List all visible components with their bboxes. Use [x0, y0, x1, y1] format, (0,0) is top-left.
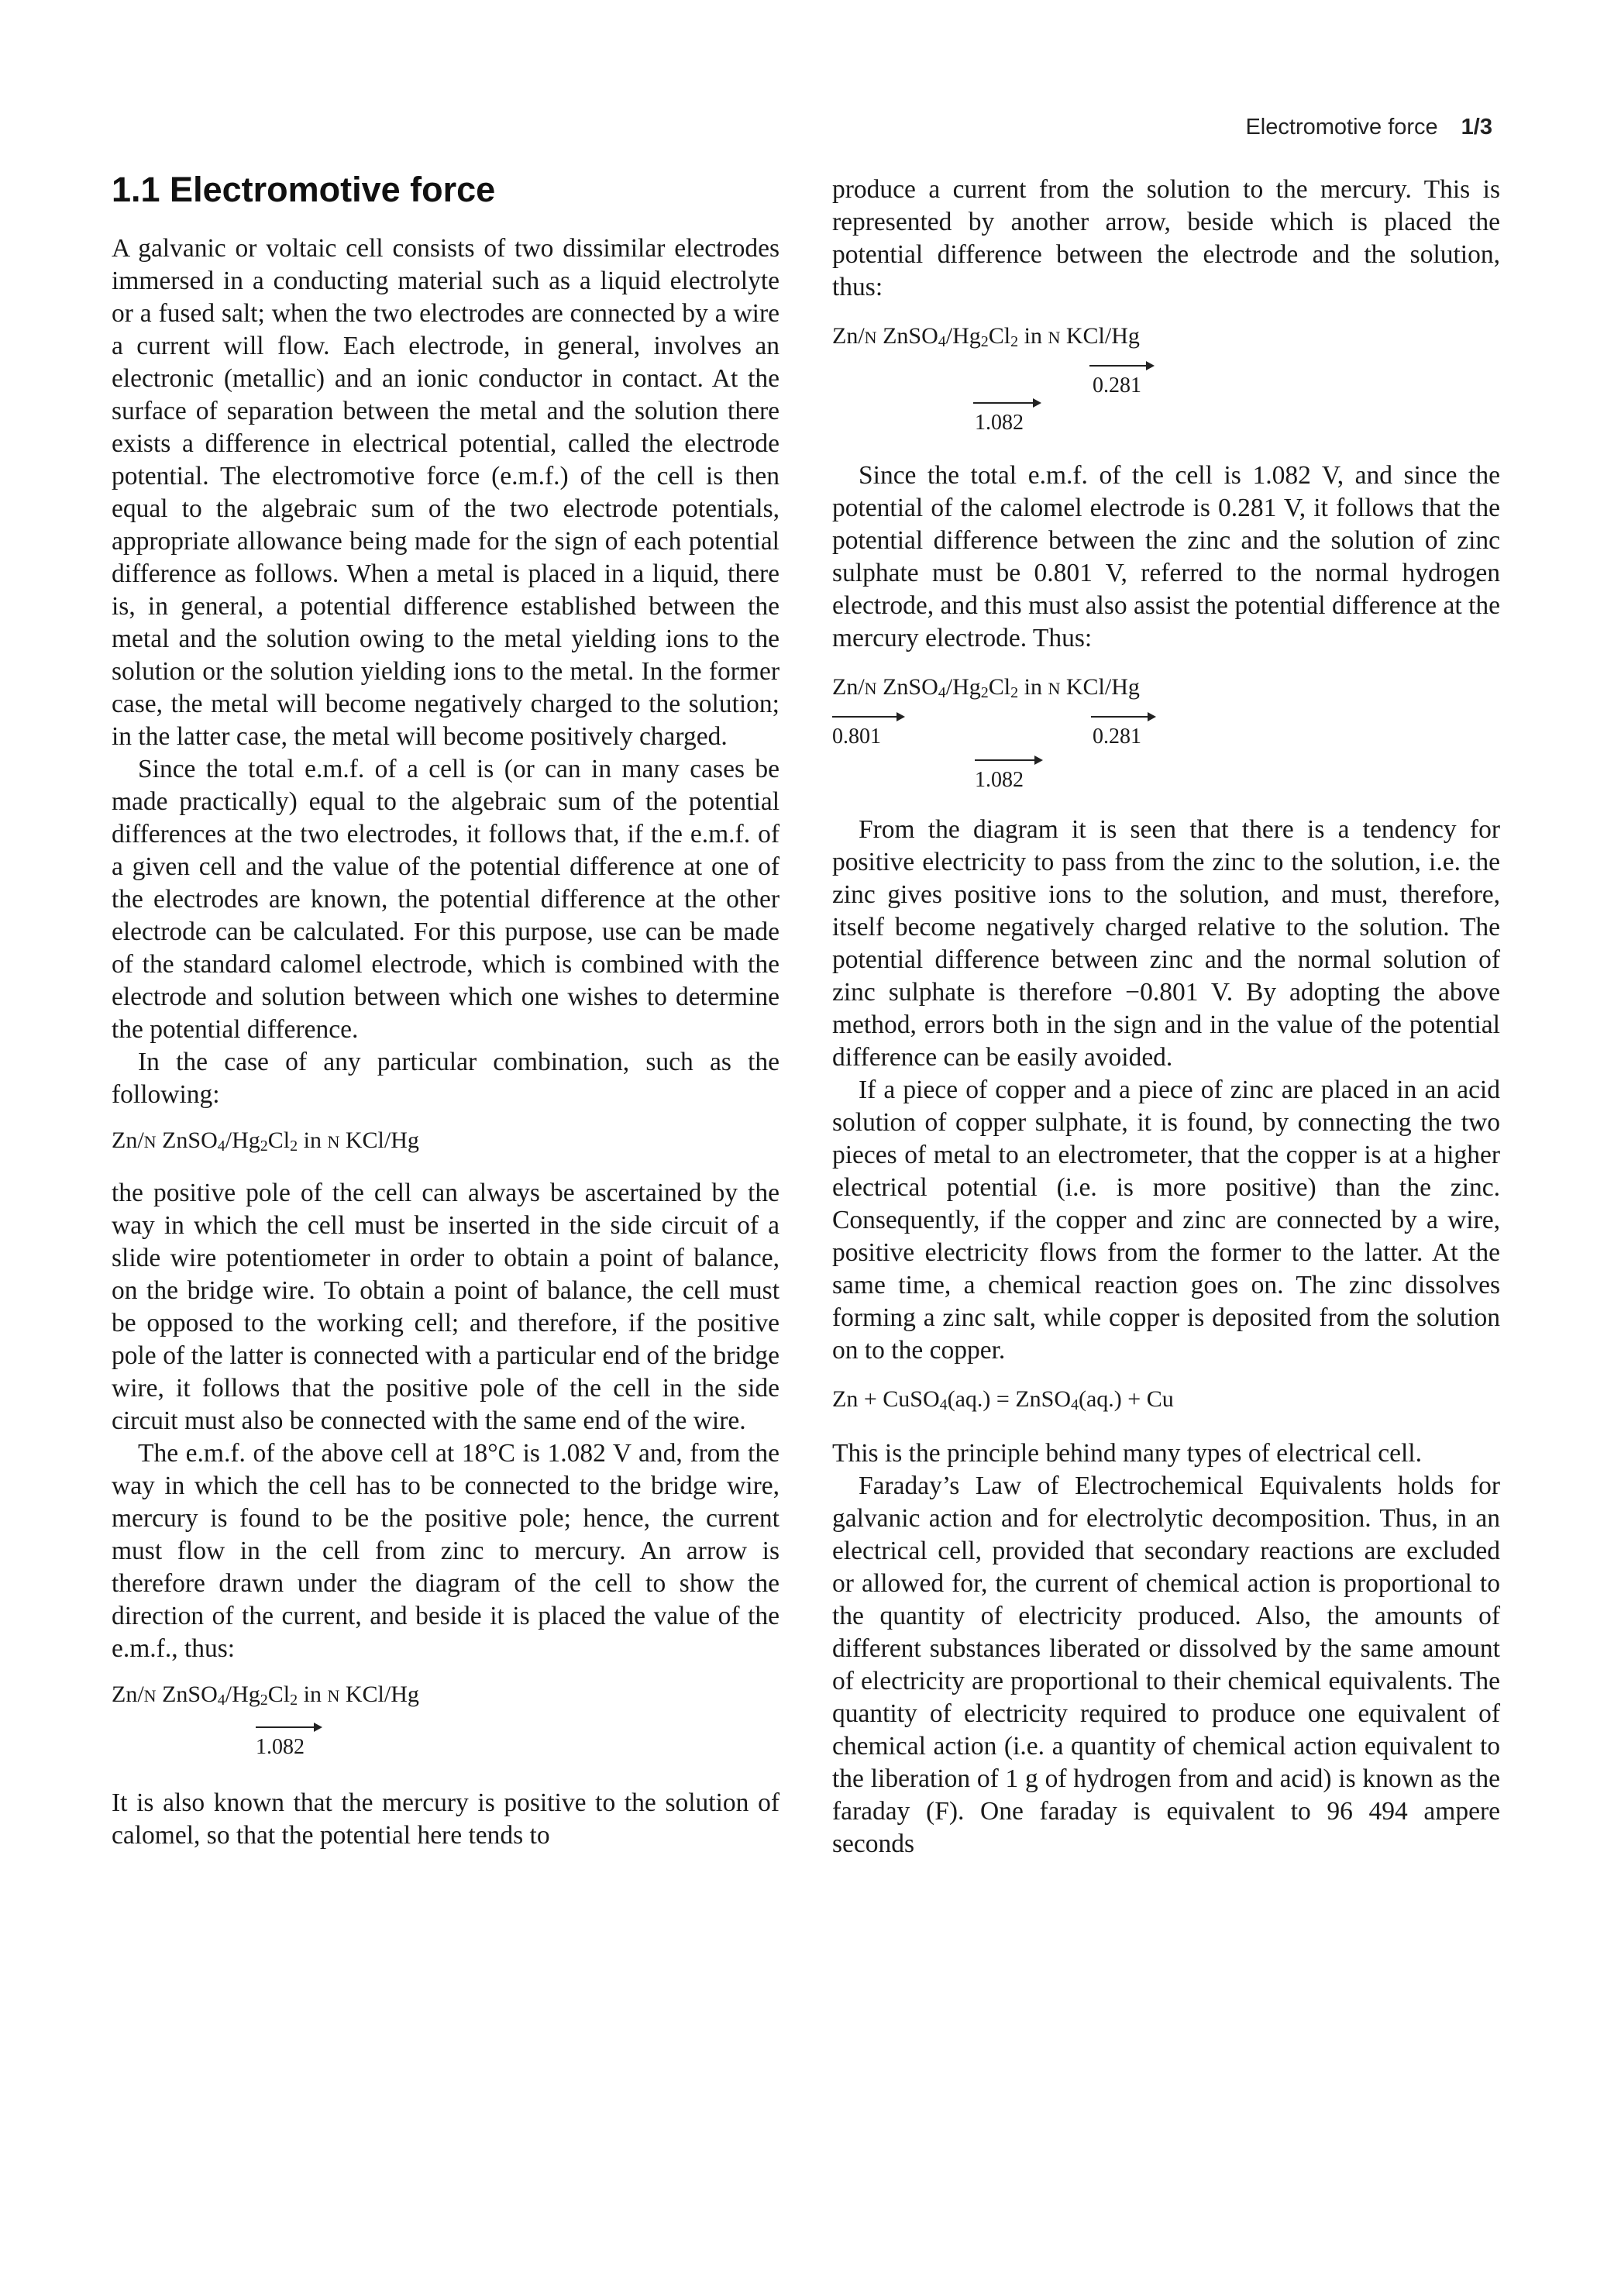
zinc-arrow: [832, 716, 903, 718]
running-title: Electromotive force: [1245, 115, 1438, 139]
emf-value: 1.082: [975, 411, 1024, 435]
cell-notation: Zn/N $ZnSO_4/Hg_2Cl_2$ in N KCl/Hg: [832, 323, 1140, 350]
paragraph: A galvanic or voltaic cell consists of two dissimilar electrodes immersed in a conducting material such as a liquid electrolyte or a fused salt; when the two electrodes are connected by a wire a current will flow. Each electrode, in general, involves an electronic (metallic) and an ionic conductor in contact. At the surface of separation between the metal and the solution there exists a difference in electrical potential, called the electrode potential. The electromotive force (e.m.f.) of the cell is then equal to the algebraic sum of the two electrode potentials, appropriate allowance being made for the sign of each potential difference as follows. When a metal is placed in a liquid, there is, in general, a potential difference established between the metal and the solution owing to the metal yielding ions to the solution or the solution yielding ions to the metal. In the former case, the metal will become negatively charged to the solution; in the latter case, the metal will become positively charged.: [112, 234, 780, 751]
cell-notation: Zn/N $ZnSO_4/Hg_2Cl_2$ in N KCl/Hg: [832, 674, 1140, 701]
paragraph: the positive pole of the cell can always be ascertained by the way in which the cell must be inserted in the side circuit of a slide wire potentiometer in order to obtain a point of balance, on the bridge wire. To obtain a point of balance, the cell must be opposed to the working cell; and therefore, if the positive pole of the latter is connected with a particular end of the bridge wire, it follows that the positive pole of the cell in the side circuit must also be connected with the same end of the wire.: [112, 1179, 780, 1435]
paragraph: It is also known that the mercury is positive to the solution of calomel, so that the potential here tends to: [112, 1788, 780, 1850]
emf-diagram: [112, 1720, 780, 1765]
calomel-value: 0.281: [1093, 373, 1141, 398]
paragraph: From the diagram it is seen that there is a tendency for positive electricity to pass from the zinc to the solution, i.e. the zinc gives positive ions to the solution, and must, therefore, itself become negatively charged relative to the solution. The potential difference between zinc and the normal solution of zinc sulphate is therefore −0.801 V. By adopting the above method, errors both in the sign and in the value of the potential difference can be easily avoided.: [832, 815, 1500, 1072]
current-arrow: [975, 759, 1041, 761]
emf-value: 1.082: [256, 1735, 305, 1759]
right-column: [832, 174, 1500, 1861]
electrode-arrow: [1091, 716, 1155, 718]
potential-diagram: [832, 362, 1500, 447]
page-number: 1/3: [1461, 115, 1492, 139]
paragraph: Faraday’s Law of Electrochemical Equivalents holds for galvanic action and for electrolytic decomposition. Thus, in an electrical cell, provided that secondary reactions are excluded or allowed for, the current of chemical action is proportional to the quantity of electricity produced. Also, the amounts of different substances liberated or dissolved by the same amount of electricity are proportional to their chemical equivalents. The quantity of electricity required to produce one equivalent of chemical action (i.e. a quantity of chemical action equivalent to the liberation of 1 g of hydrogen from and acid) is known as the faraday (F). One faraday is equivalent to 96 494 ampere seconds: [832, 1472, 1500, 1858]
emf-value: 1.082: [975, 768, 1024, 792]
electrode-arrow: [1089, 365, 1153, 367]
paragraph: In the case of any particular combination, such as the following:: [112, 1048, 780, 1109]
paragraph: Since the total e.m.f. of a cell is (or can in many cases be made practically) equal to the algebraic sum of the potential differences at the two electrodes, it follows that, if the e.m.f. of a given cell and the value of the potential difference at one of the electrodes are known, the potential difference at the other electrode can be calculated. For this purpose, use can be made of the standard calomel electrode, which is combined with the electrode and solution between which one wishes to determine the potential difference.: [112, 755, 780, 1044]
paragraph: produce a current from the solution to the mercury. This is represented by another arrow, beside which is placed the potential difference between the electrode and the solution, thus:: [832, 175, 1500, 301]
running-head: [1245, 115, 1492, 140]
paragraph: Since the total e.m.f. of the cell is 1.082 V, and since the potential of the calomel electrode is 0.281 V, it follows that the potential difference between the zinc and the solution of zinc sulphate must be 0.801 V, referred to the normal hydrogen electrode, and this must also assist the potential difference at the mercury electrode. Thus:: [832, 461, 1500, 652]
current-arrow: [256, 1726, 321, 1728]
calomel-value: 0.281: [1093, 725, 1141, 749]
current-arrow: [973, 402, 1040, 404]
paragraph: This is the principle behind many types of electrical cell.: [832, 1439, 1422, 1468]
zinc-value: 0.801: [832, 725, 881, 749]
section-heading: 1.1 Electromotive force: [112, 170, 496, 209]
paragraph: The e.m.f. of the above cell at 18°C is 1.082 V and, from the way in which the cell has to be connected to the bridge wire, mercury is found to be the positive pole; hence, the current must flow in the cell from zinc to mercury. An arrow is therefore drawn under the diagram of the cell to show the direction of the current, and beside it is placed the value of the e.m.f., thus:: [112, 1439, 780, 1663]
cell-notation: Zn/N $ZnSO_4/Hg_2Cl_2$ in N KCl/Hg: [112, 1682, 419, 1709]
left-column: [112, 167, 780, 1852]
potential-diagram: [832, 713, 1500, 803]
cell-notation: Zn/N $ZnSO_4/Hg_2Cl_2$ in N KCl/Hg: [112, 1127, 419, 1155]
paragraph: If a piece of copper and a piece of zinc are placed in an acid solution of copper sulphate, it is found, by connecting the two pieces of metal to an electrometer, that the copper is at a higher electrical potential (i.e. is more positive) than the zinc. Consequently, if the copper and zinc are connected by a wire, positive electricity flows from the former to the latter. At the same time, a chemical reaction goes on. The zinc dissolves forming a zinc salt, while copper is deposited from the solution on to the copper.: [832, 1076, 1500, 1365]
reaction-equation: Zn + CuSO$_4$(aq.) = ZnSO$_4$(aq.) + Cu: [832, 1386, 1174, 1413]
